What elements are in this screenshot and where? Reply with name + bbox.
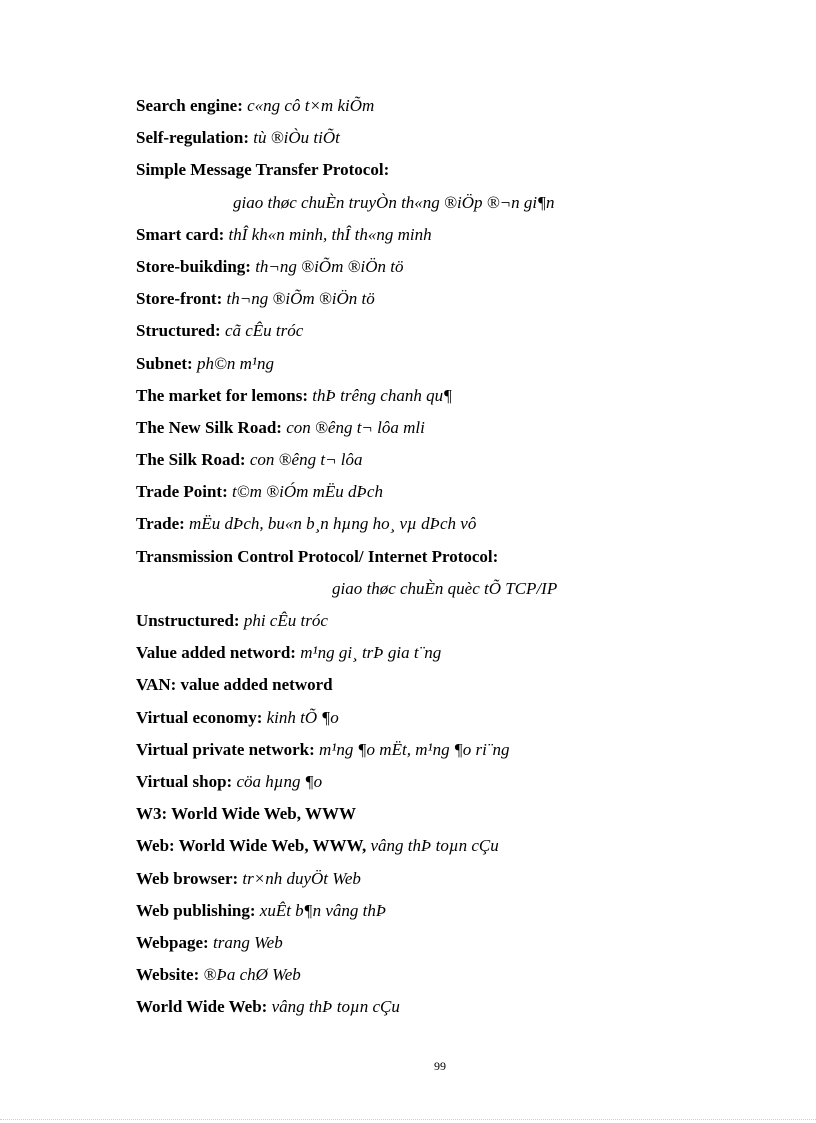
glossary-entry bbox=[136, 705, 776, 737]
glossary-term: Simple Message Transfer Protocol: bbox=[136, 160, 390, 180]
glossary-term: Virtual economy: bbox=[136, 707, 263, 727]
glossary-definition: cã cÊu tróc bbox=[224, 321, 304, 341]
glossary-term: The Silk Road: bbox=[136, 450, 246, 470]
glossary-entry bbox=[136, 898, 776, 930]
glossary-definition: m¹ng gi¸ trÞ gia t¨ng bbox=[300, 643, 442, 663]
glossary-definition: th¬ng ®iÕm ®iÖn tö bbox=[226, 289, 375, 309]
glossary-term: Store-front: bbox=[136, 289, 223, 309]
glossary-term: Search engine: bbox=[136, 96, 243, 115]
glossary-entry bbox=[136, 511, 776, 543]
glossary-entry bbox=[136, 318, 776, 350]
glossary-definition: trang Web bbox=[212, 932, 283, 952]
glossary-term: Value added netword: bbox=[136, 643, 296, 663]
glossary-entry bbox=[136, 833, 776, 865]
glossary-term: Trade Point: bbox=[136, 482, 228, 502]
glossary-term: Smart card: bbox=[136, 224, 225, 244]
glossary-term: Trade: bbox=[136, 514, 185, 534]
glossary-entry bbox=[136, 93, 776, 125]
page-number: 99 bbox=[434, 1059, 446, 1073]
glossary-term: W3: World Wide Web, WWW bbox=[136, 804, 356, 824]
glossary-entry bbox=[136, 383, 776, 415]
glossary-entry bbox=[136, 672, 776, 704]
glossary-term: Store-buikding: bbox=[136, 256, 251, 276]
glossary-term: World Wide Web: bbox=[136, 997, 268, 1017]
glossary-definition: mËu dÞch, bu«n b¸n hµng ho¸ vµ dÞch vô bbox=[189, 514, 477, 534]
glossary-entry bbox=[136, 157, 776, 189]
glossary-entry bbox=[136, 544, 776, 576]
glossary-entry bbox=[136, 640, 776, 672]
glossary-definition: con ®êng t¬ lôa mli bbox=[286, 417, 425, 437]
glossary-term: Website: bbox=[136, 965, 200, 985]
glossary-term: Unstructured: bbox=[136, 611, 240, 630]
glossary-term: Web browser: bbox=[136, 868, 239, 888]
glossary-entry bbox=[136, 222, 776, 254]
glossary-definition: ph©n m¹ng bbox=[196, 353, 274, 373]
glossary-term: Web: World Wide Web, WWW, bbox=[136, 836, 367, 856]
glossary-entry bbox=[136, 286, 776, 318]
glossary-definition: con ®êng t¬ lôa bbox=[249, 450, 363, 470]
glossary-definition: vâng thÞ toµn cÇu bbox=[370, 836, 499, 856]
glossary-term: Webpage: bbox=[136, 932, 209, 952]
glossary-entry bbox=[136, 801, 776, 833]
glossary-definition: m¹ng ¶o mËt, m¹ng ¶o ri¨ng bbox=[319, 739, 510, 759]
glossary-term: The market for lemons: bbox=[136, 385, 309, 405]
glossary-definition: thÎ kh«n minh, thÎ th«ng minh bbox=[228, 224, 432, 244]
glossary-entry bbox=[136, 415, 776, 447]
glossary-entry bbox=[136, 994, 776, 1026]
glossary-entry bbox=[136, 866, 776, 898]
glossary-definition: tr×nh duyÖt Web bbox=[242, 868, 361, 888]
glossary-definition: ®Þa chØ Web bbox=[203, 965, 301, 985]
page-bottom-edge bbox=[0, 1119, 816, 1120]
glossary-definition-continuation: giao thøc chuÈn truyÒn th«ng ®iÖp ®¬n gi¶n bbox=[233, 192, 555, 212]
glossary-entry bbox=[136, 447, 776, 479]
glossary-term: Structured: bbox=[136, 321, 221, 341]
glossary-definition: cöa hµng ¶o bbox=[236, 771, 323, 791]
glossary-entry bbox=[136, 769, 776, 801]
glossary-entry bbox=[136, 254, 776, 286]
glossary-term: Web publishing: bbox=[136, 900, 256, 920]
glossary-definition-continuation: giao thøc chuÈn quèc tÕ TCP/IP bbox=[332, 578, 558, 598]
glossary-definition: th¬ng ®iÕm ®iÖn tö bbox=[255, 256, 404, 276]
glossary-term: Transmission Control Protocol/ Internet Protocol: bbox=[136, 546, 499, 566]
glossary-term: Virtual shop: bbox=[136, 771, 233, 791]
glossary-definition: phi cÊu tróc bbox=[243, 611, 328, 630]
glossary-term: Subnet: bbox=[136, 353, 193, 373]
glossary-definition: vâng thÞ toµn cÇu bbox=[271, 997, 400, 1017]
glossary-entry bbox=[136, 930, 776, 962]
glossary-entry bbox=[136, 125, 776, 157]
glossary-entry bbox=[136, 737, 776, 769]
glossary-definition: tù ®iÒu tiÕt bbox=[253, 128, 340, 148]
glossary-list bbox=[136, 93, 776, 1026]
glossary-term: The New Silk Road: bbox=[136, 417, 282, 437]
glossary-definition: kinh tÕ ¶o bbox=[266, 707, 339, 727]
glossary-definition: thÞ trêng chanh qu¶ bbox=[312, 385, 452, 405]
glossary-entry bbox=[136, 351, 776, 383]
glossary-term: Self-regulation: bbox=[136, 128, 250, 148]
glossary-definition: xuÊt b¶n vâng thÞ bbox=[259, 900, 387, 920]
glossary-term: VAN: value added netword bbox=[136, 675, 333, 695]
glossary-term: Virtual private network: bbox=[136, 739, 315, 759]
glossary-definition: c«ng cô t×m kiÕm bbox=[247, 96, 375, 115]
glossary-definition: t©m ®iÓm mËu dÞch bbox=[232, 482, 383, 502]
glossary-entry bbox=[136, 962, 776, 994]
glossary-entry bbox=[136, 608, 776, 640]
glossary-entry bbox=[136, 479, 776, 511]
